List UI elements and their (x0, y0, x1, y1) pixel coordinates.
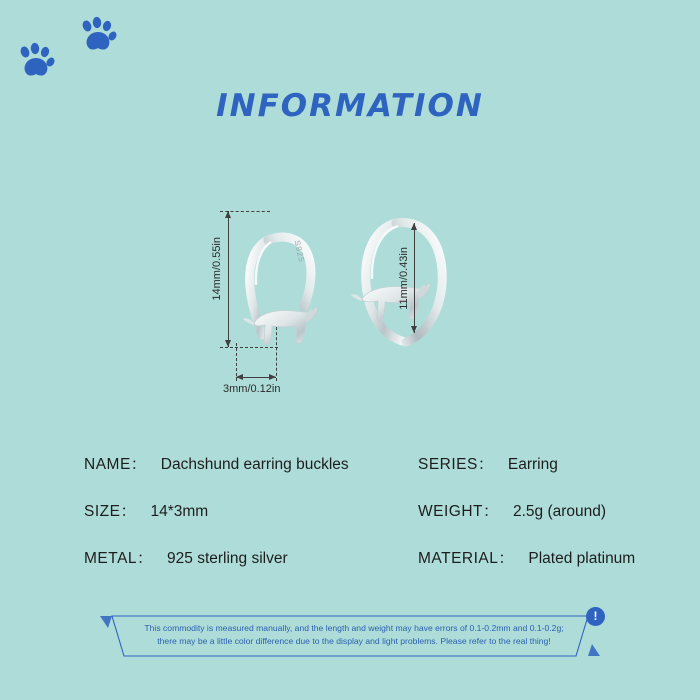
spec-metal (84, 546, 288, 568)
page-title: INFORMATION (216, 88, 484, 124)
spec-weight (418, 499, 606, 521)
spec-series (418, 452, 558, 474)
spec-row (0, 452, 700, 498)
spec-weight-key: WEIGHT： (418, 503, 499, 520)
spec-size-value: 14*3mm (150, 503, 209, 520)
spec-size (84, 499, 208, 521)
spec-row (0, 546, 700, 592)
dim-width-label: 3mm/0.12in (223, 383, 281, 395)
dim-height-arrow-top (225, 211, 231, 218)
spec-row (0, 499, 700, 545)
spec-material (418, 546, 635, 568)
spec-series-key: SERIES： (418, 456, 494, 473)
spec-name-value: Dachshund earring buckles (160, 456, 349, 473)
spec-material-key: MATERIAL： (418, 550, 515, 567)
dim-width-guide-right (276, 327, 277, 381)
spec-material-value: Plated platinum (528, 550, 636, 567)
spec-metal-value: 925 sterling silver (167, 550, 288, 567)
product-diagram (210, 195, 500, 415)
spec-weight-value: 2.5g (around) (513, 503, 607, 520)
dim-inner-height-arrow-top (411, 223, 417, 230)
earrings-illustration (210, 195, 500, 415)
dim-width-arrow-left (236, 374, 243, 380)
spec-series-value: Earring (507, 456, 558, 473)
paw-print-icon-2 (78, 16, 118, 56)
disclaimer-text (134, 622, 574, 648)
spec-size-key: SIZE： (84, 503, 137, 520)
dim-height-arrow-bottom (225, 340, 231, 347)
disclaimer-line-1: This commodity is measured manually, and the length and weight may have errors of 0.1-0.2mm and 0.1-0.2g; (144, 623, 564, 633)
specification-table (0, 452, 700, 592)
dim-inner-height-arrow-bottom (411, 326, 417, 333)
disclaimer-banner (100, 609, 600, 660)
spec-name-key: NAME： (84, 456, 147, 473)
exclamation-icon: ! (586, 607, 605, 626)
spec-metal-key: METAL： (84, 550, 154, 567)
spec-name (84, 452, 349, 474)
dim-width-arrow-right (269, 374, 276, 380)
dim-inner-height-label: 11mm/0.43in (398, 247, 410, 310)
dim-height-line (228, 211, 229, 347)
dim-guide-bottom (220, 347, 278, 348)
paw-print-icon-1 (16, 42, 56, 82)
dim-inner-height-line (414, 223, 415, 333)
dim-height-label: 14mm/0.55in (211, 237, 223, 301)
silver-stamp-label: S925 (292, 239, 307, 264)
disclaimer-line-2: there may be a little color difference due to the display and light problems. Please refer to the real thing! (157, 636, 551, 646)
